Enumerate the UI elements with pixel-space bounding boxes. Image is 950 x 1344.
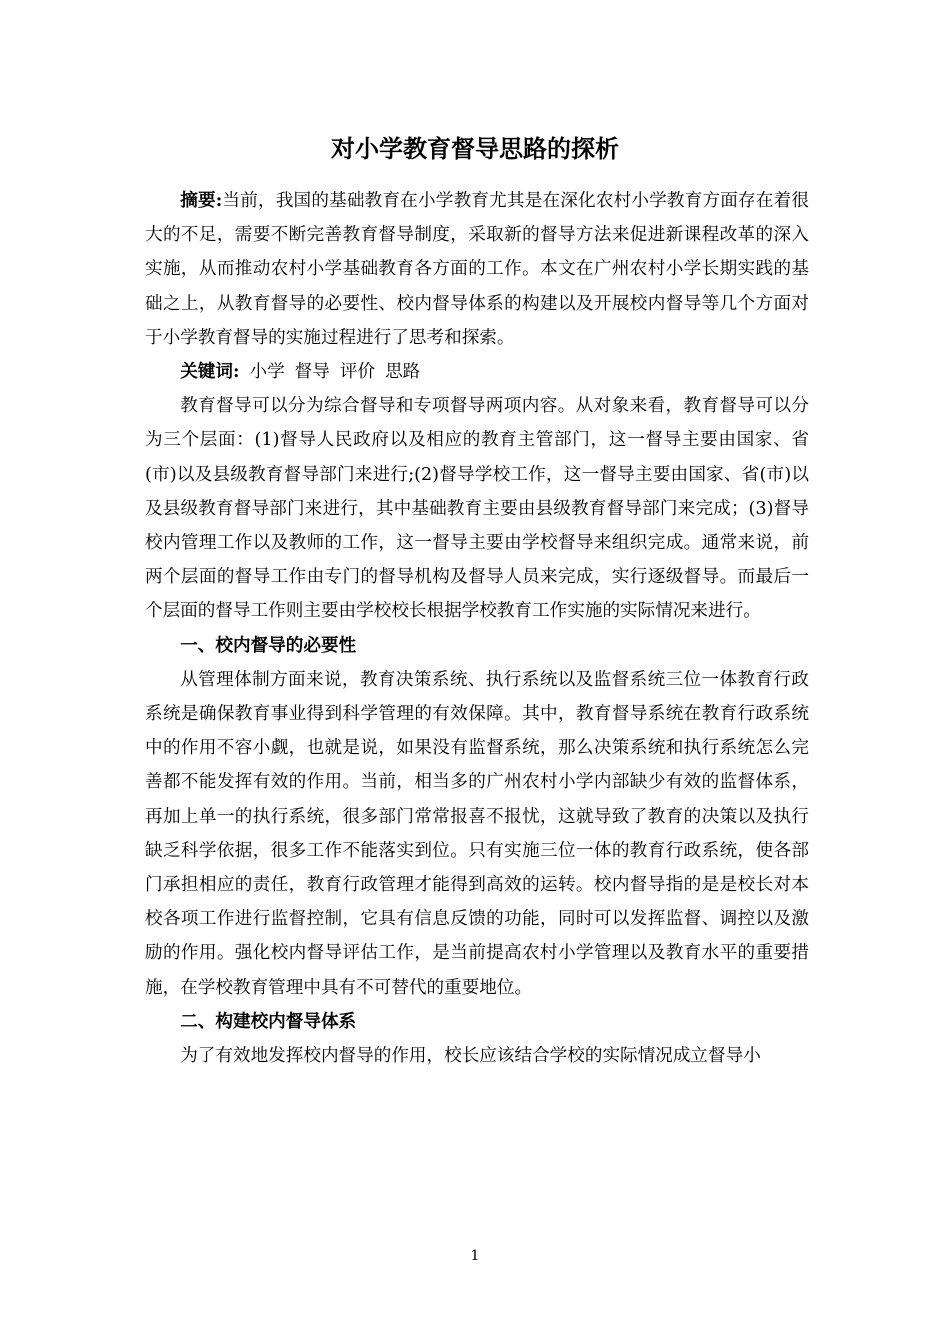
keywords-line [145, 355, 809, 389]
abstract-text: 当前，我国的基础教育在小学教育尤其是在深化农村小学教育方面存在着很大的不足，需要不断完善教育督导制度，采取新的督导方法来促进新课程改革的深入实施，从而推动农村小学基础教育各方面的工作。本文在广州农村小学长期实践的基础之上，从教育督导的必要性、校内督导体系的构建以及开展校内督导等几个方面对于小学教育督导的实施过程进行了思考和探索。 [145, 191, 809, 348]
abstract-label: 摘要: [180, 190, 223, 211]
section-paragraph-system: 为了有效地发挥校内督导的作用，校长应该结合学校的实际情况成立督导小 [180, 1046, 761, 1067]
keyword-item: 小学 [249, 362, 285, 383]
section-heading-necessity: 一、校内督导的必要性 [180, 634, 357, 656]
page-number: 1 [470, 1248, 480, 1264]
section-heading-system: 二、构建校内督导体系 [180, 1010, 357, 1032]
keyword-item: 督导 [294, 362, 330, 383]
keywords-label: 关键词: [180, 361, 240, 383]
keyword-item: 评价 [339, 362, 376, 383]
section-paragraph-necessity: 从管理体制方面来说，教育决策系统、执行系统以及监督系统三位一体教育行政系统是确保教育事业得到科学管理的有效保障。其中，教育督导系统在教育行政系统中的作用不容小觑，也就是说，如果没有监督系统，那么决策系统和执行系统怎么完善都不能发挥有效的作用。当前，相当多的广州农村小学内部缺少有效的监督体系，再加上单一的执行系统，很多部门常常报喜不报忧，这就导致了教育的决策以及执行缺乏科学依据，很多工作不能落实到位。只有实施三位一体的教育行政系统，使各部门承担相应的责任，教育行政管理才能得到高效的运转。校内督导指的是是校长对本校各项工作进行监督控制，它具有信息反馈的功能，同时可以发挥监督、调控以及激励的作用。强化校内督导评估工作，是当前提高农村小学管理以及教育水平的重要措施，在学校教育管理中具有不可替代的重要地位。 [145, 669, 809, 998]
document-body [145, 184, 809, 1073]
intro-paragraph: 教育督导可以分为综合督导和专项督导两项内容。从对象来看，教育督导可以分为三个层面：(1)督导人民政府以及相应的教育主管部门，这一督导主要由国家、省(市)以及县级教育督导部门来进行;(2)督导学校工作，这一督导主要由国家、省(市)以及县级教育督导部门来进行，其中基础教育主要由县级教育督导部门来完成；(3)督导校内管理工作以及教师的工作，这一督导主要由学校督导来组织完成。通常来说，前两个层面的督导工作由专门的督导机构及督导人员来完成，实行逐级督导。而最后一个层面的督导工作则主要由学校校长根据学校教育工作实施的实际情况来进行。 [145, 396, 809, 622]
document-title: 对小学教育督导思路的探析 [331, 134, 619, 163]
keyword-item: 思路 [385, 362, 421, 383]
abstract-paragraph [145, 184, 809, 355]
